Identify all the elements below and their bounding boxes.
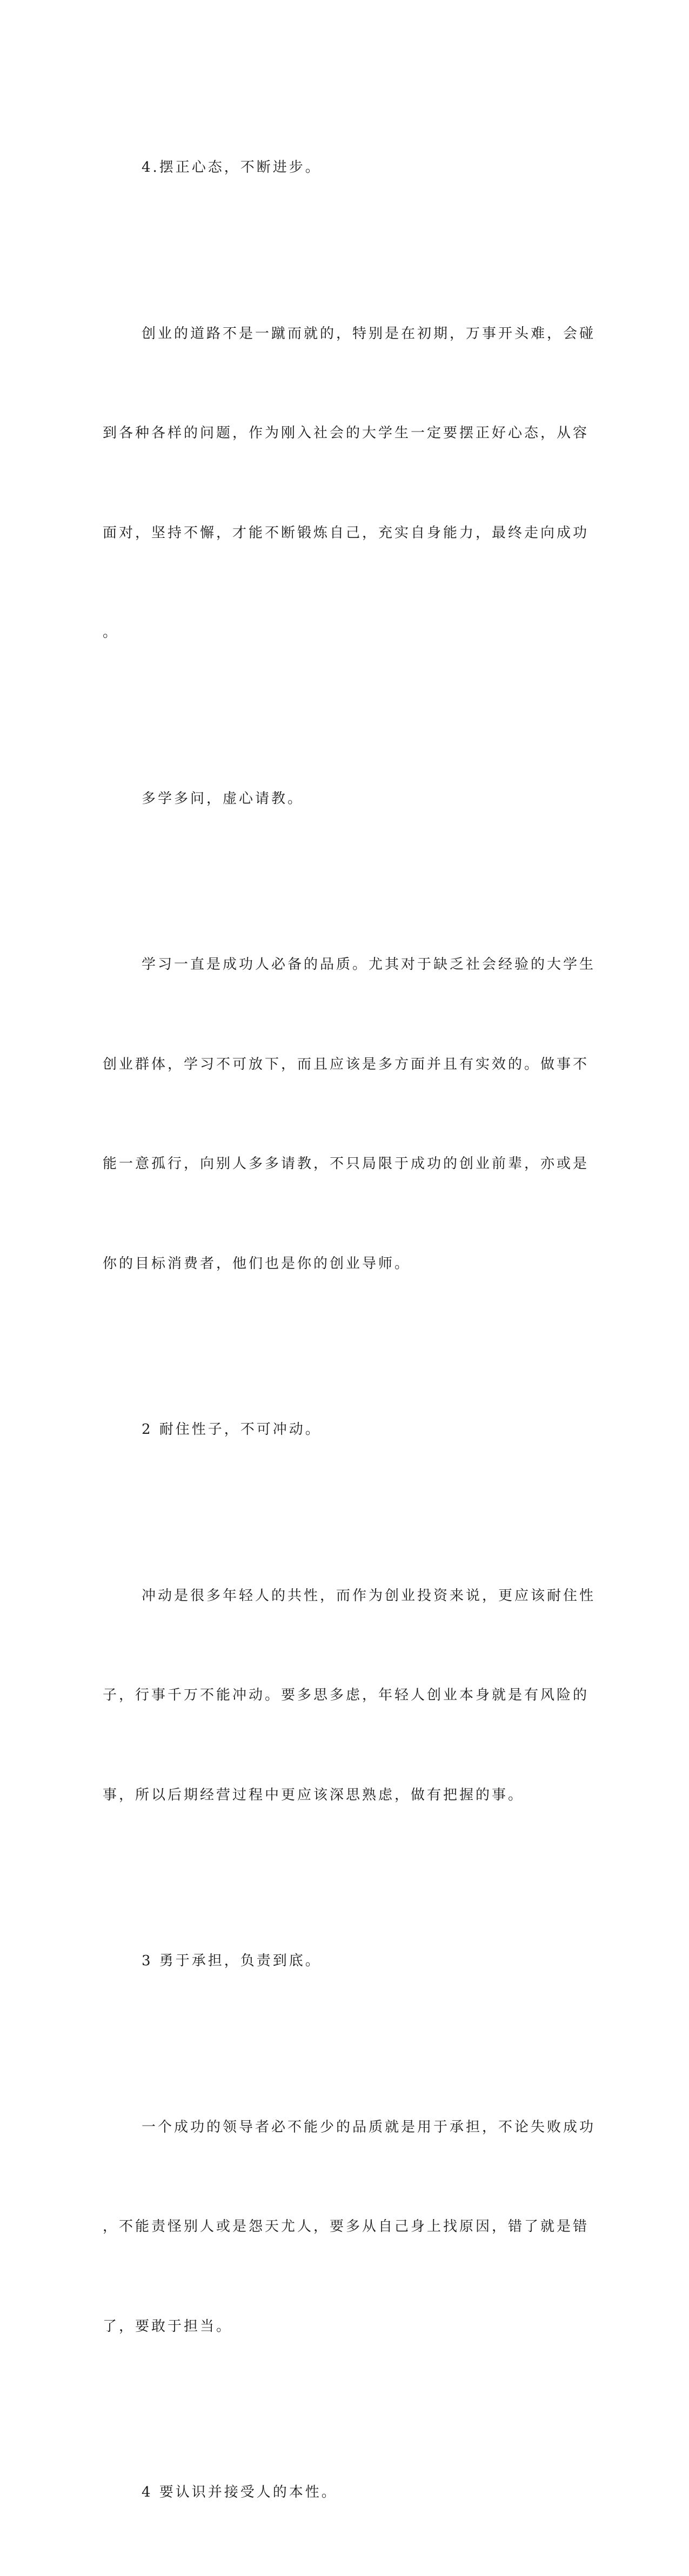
heading-patience <box>103 1347 578 1513</box>
text-line: 创业的道路不是一蹴而就的，特别是在初期，万事开头难，会碰 <box>142 325 596 342</box>
text-line: 。 <box>103 624 119 640</box>
heading-human-nature <box>103 2410 578 2576</box>
text-line: 能一意孤行，向别人多多请教，不只局限于成功的创业前辈，亦或是 <box>103 1156 590 1172</box>
text-line: ，不能责怪别人或是怨天尤人，要多从自己身上找原因，错了就是错 <box>103 2218 590 2235</box>
paragraph-learning <box>103 882 596 1347</box>
text-line: 事，所以后期经营过程中更应该深思熟虑，做有把握的事。 <box>103 1786 525 1803</box>
paragraph-mindset <box>103 251 596 716</box>
text-line: 4 要认识并接受人的本性。 <box>142 2484 338 2500</box>
text-line: 学习一直是成功人必备的品质。尤其对于缺乏社会经验的大学生 <box>142 956 596 973</box>
text-line: 你的目标消费者，他们也是你的创业导师。 <box>103 1255 411 1272</box>
paragraph-responsibility <box>103 2045 596 2410</box>
text-line: 面对，坚持不懈，才能不断锻炼自己，充实自身能力，最终走向成功 <box>103 524 590 541</box>
text-line: 冲动是很多年轻人的共性，而作为创业投资来说，更应该耐住性 <box>142 1587 596 1604</box>
text-line: 3 勇于承担，负责到底。 <box>142 1953 322 1969</box>
text-line: 子，行事千万不能冲动。要多思多虑，年轻人创业本身就是有风险的 <box>103 1687 590 1703</box>
heading-adjust-mindset <box>103 85 578 251</box>
paragraph-patience <box>103 1513 596 1879</box>
heading-learn-and-ask <box>103 716 578 882</box>
text-line: 创业群体，学习不可放下，而且应该是多方面并且有实效的。做事不 <box>103 1056 590 1073</box>
text-line: 到各种各样的问题，作为刚入社会的大学生一定要摆正好心态，从容 <box>103 425 590 441</box>
text-line: 多学多问，虚心请教。 <box>142 790 304 807</box>
document-body <box>103 85 596 2576</box>
heading-responsibility <box>103 1878 578 2045</box>
text-line: 4.摆正心态，不断进步。 <box>142 159 322 176</box>
text-line: 一个成功的领导者必不能少的品质就是用于承担，不论失败成功 <box>142 2119 596 2135</box>
text-line: 了，要敢于担当。 <box>103 2318 233 2335</box>
text-line: 2 耐住性子，不可冲动。 <box>142 1421 322 1438</box>
